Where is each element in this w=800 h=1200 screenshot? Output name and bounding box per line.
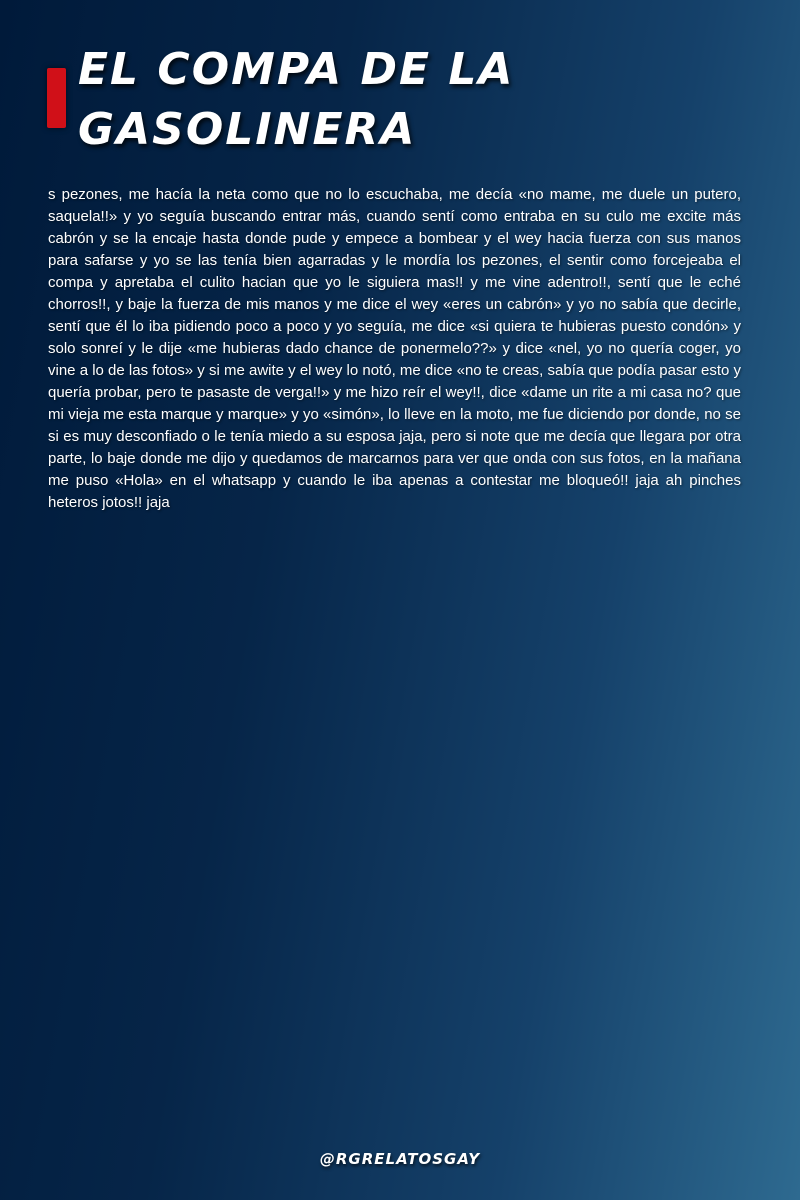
page-title: EL COMPA DE LA GASOLINERA: [78, 44, 515, 155]
title-accent-bar: [47, 68, 66, 128]
story-text: s pezones, me hacía la neta como que no lo escuchaba, me decía «no mame, me duele un putero, saquela!!» y yo seguía buscando entrar más, cuando sentí como entraba en su culo me excite más cabrón y se la encaje hasta donde pude y empece a bombear y el wey hacia fuerza con sus manos para safarse y yo se las tenía bien agarradas y le mordía los pezones, el sentir como forcejeaba el compa y apretaba el culito hacian que yo le siguiera mas!! y me vine adentro!!, sentí que le eché chorros!!, y baje la fuerza de mis manos y me dice el wey «eres un cabrón» y yo no sabía que decirle, sentí que él lo iba pidiendo poco a poco y yo seguía, me dice «si quiera te hubieras puesto condón» y solo sonreí y le dije «me hubieras dado chance de ponermelo??» y dice «nel, yo no quería coger, yo vine a lo de las fotos» y si me awite y el wey lo notó, me dice «no te creas, sabía que podía pasar esto y quería probar, pero te pasaste de verga!!» y me hizo reír el wey!!, dice «dame un rite a mi casa no? que mi vieja me esta marque y marque» y yo «simón», lo lleve en la moto, me fue diciendo por donde, no se si es muy desconfiado o le tenía miedo a su esposa jaja, pero si note que me decía que llegara por otra parte, lo baje donde me dijo y quedamos de marcarnos para ver que onda con sus fotos, en la mañana me puso «Hola» en el whatsapp y cuando le iba apenas a contestar me bloqueó!! jaja ah pinches heteros jotos!! jaja: [48, 186, 741, 511]
author-handle: @RGRELATOSGAY: [319, 1150, 481, 1168]
